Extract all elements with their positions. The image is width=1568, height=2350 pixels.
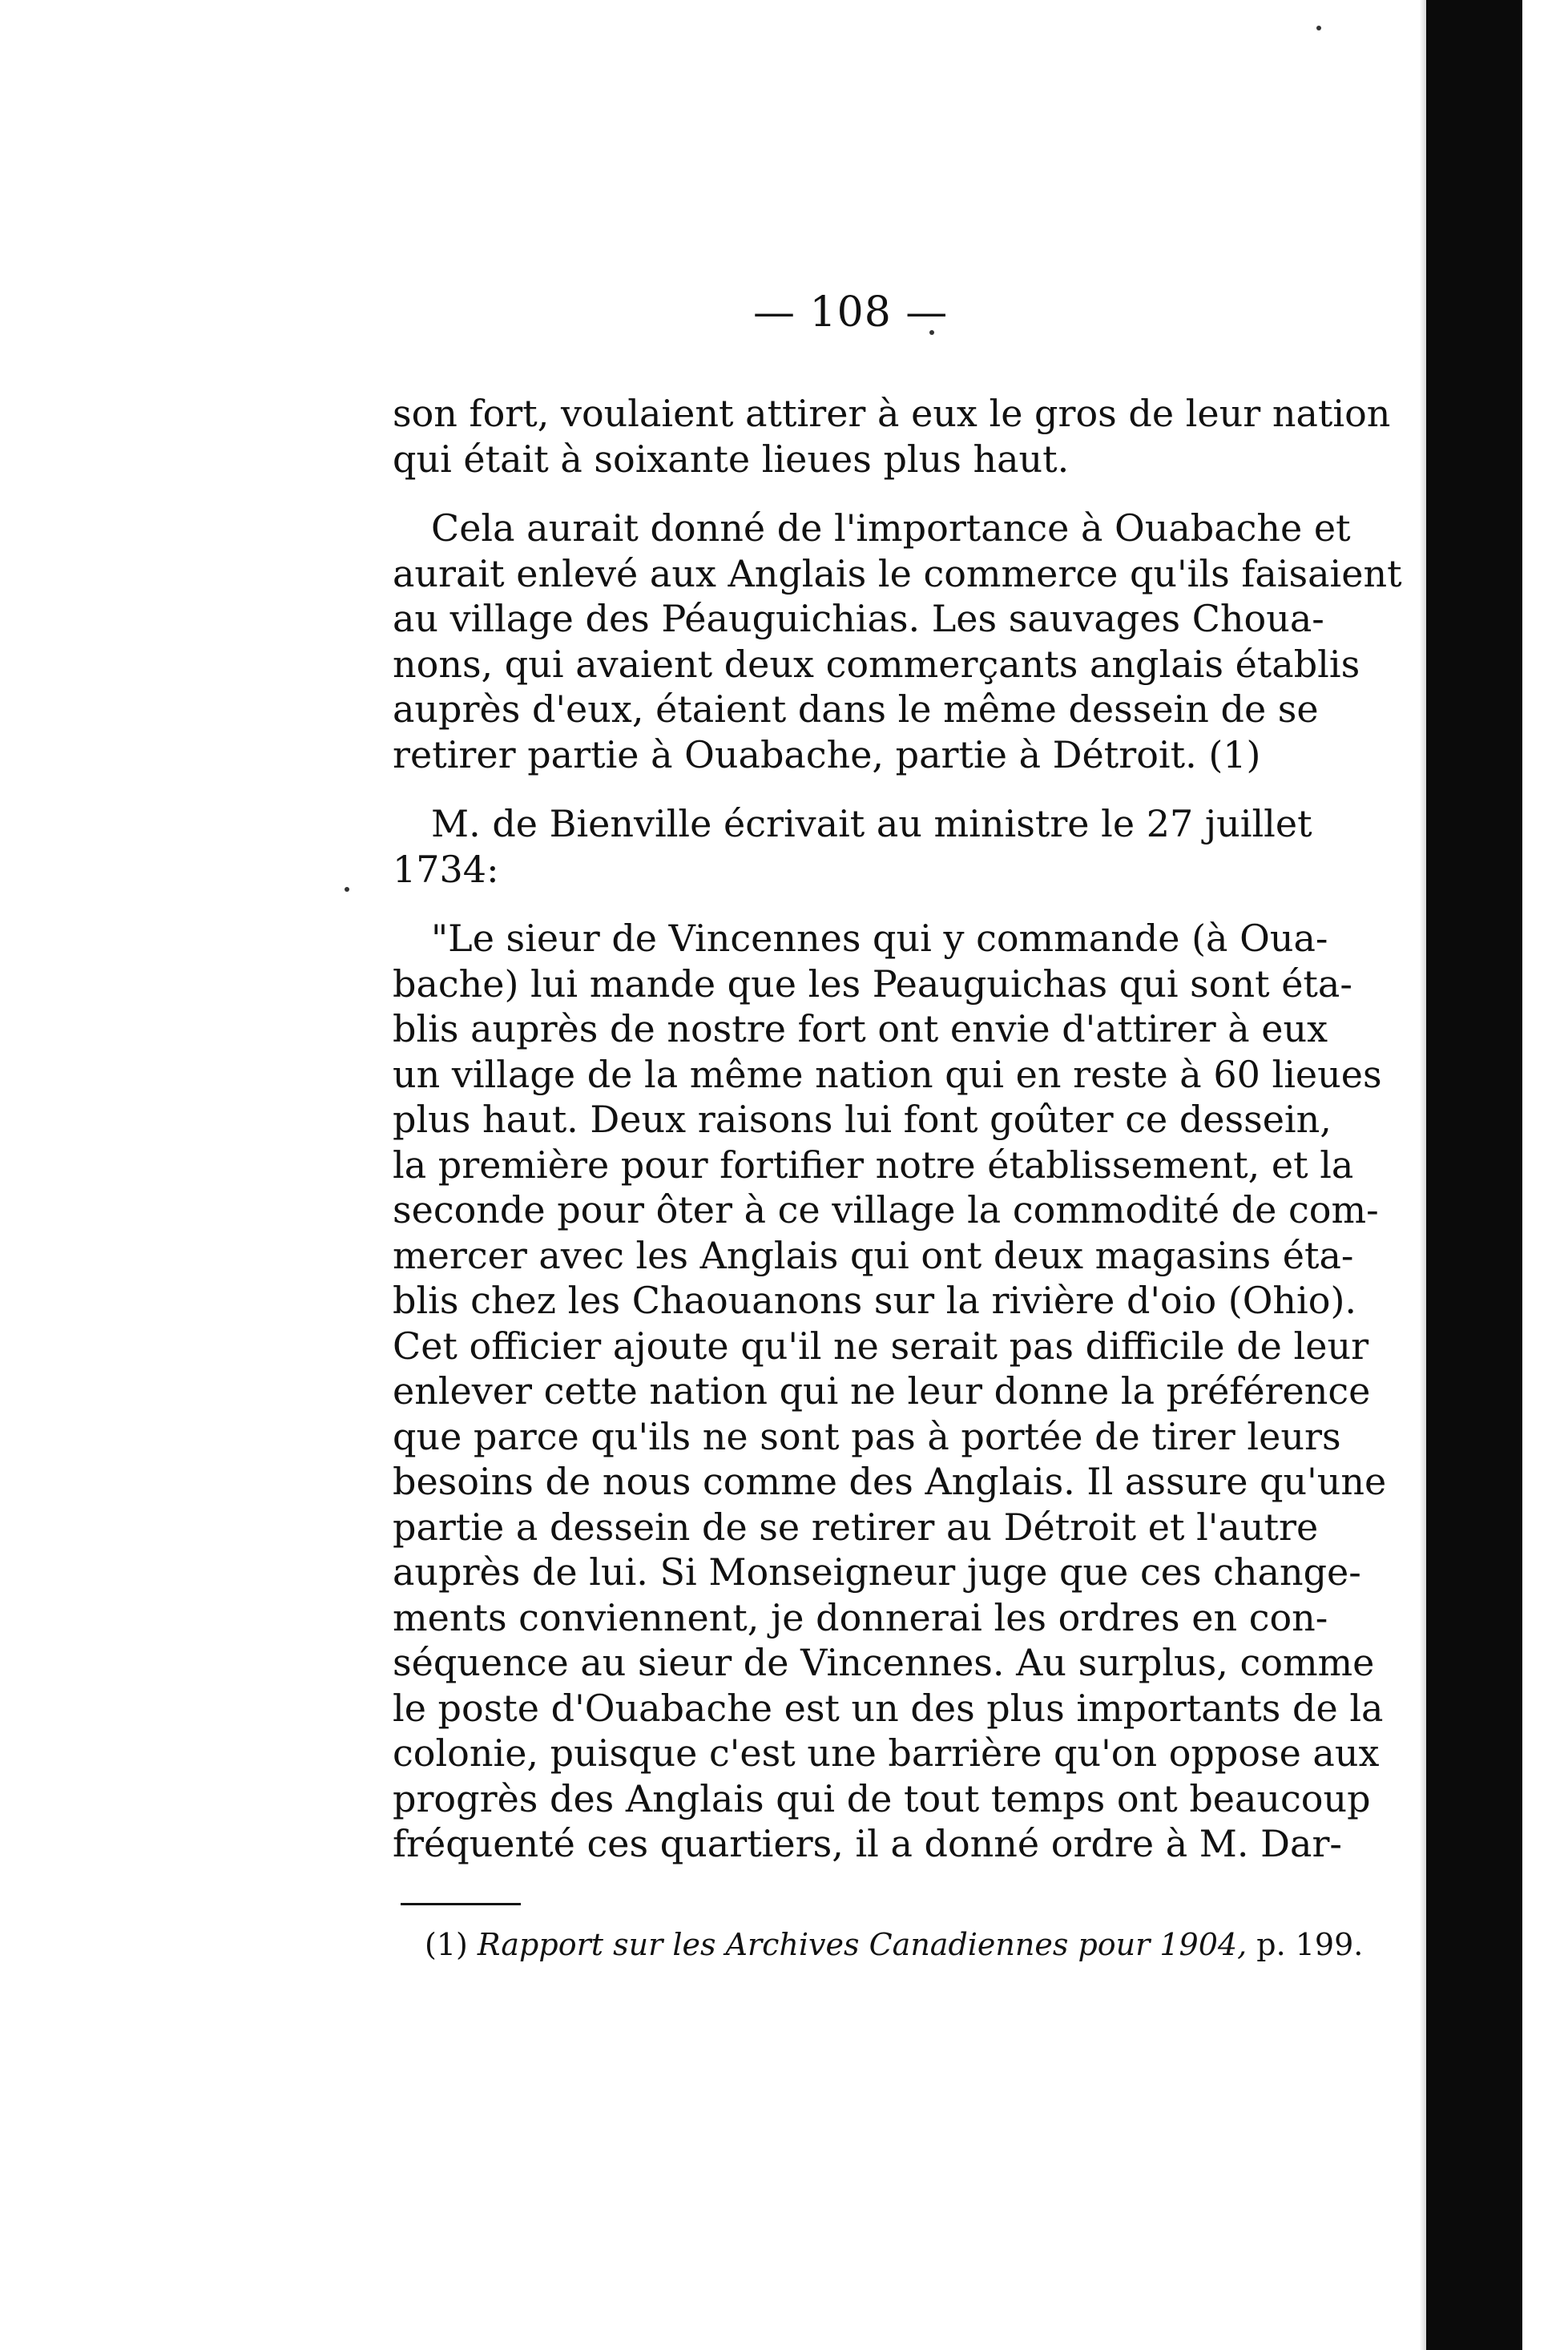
footnote-marker: (1) (425, 1927, 468, 1962)
text-line: partie a dessein de se retirer au Détroit et l'autre (393, 1505, 1319, 1549)
text-line: blis auprès de nostre fort ont envie d'attirer à eux (393, 1007, 1328, 1050)
footnote-page-ref: p. 199. (1256, 1927, 1364, 1962)
text-line: auprès de lui. Si Monseigneur juge que ces change- (393, 1550, 1361, 1594)
text-line: la première pour fortifier notre établissement, et la (393, 1143, 1354, 1187)
paragraph-gap (393, 892, 1290, 916)
text-line: bache) lui mande que les Peauguichas qui sont éta- (393, 961, 1352, 1006)
text-line: mercer avec les Anglais qui ont deux magasins éta- (393, 1233, 1354, 1277)
text-line: séquence au sieur de Vincennes. Au surplus, comme (393, 1641, 1375, 1684)
text-line: un village de la même nation qui en reste à 60 lieues (393, 1052, 1382, 1096)
text-line: M. de Bienville écrivait au ministre le 27 juillet (431, 802, 1312, 845)
text-line: son fort, voulaient attirer à eux le gros de leur nation (393, 392, 1391, 435)
text-line: Cela aurait donné de l'importance à Ouabache et (431, 506, 1351, 550)
text-line: fréquenté ces quartiers, il a donné ordre à M. Dar- (393, 1822, 1342, 1865)
paragraph-gap (393, 777, 1290, 801)
text-line: enlever cette nation qui ne leur donne la préférence (393, 1369, 1371, 1413)
text-line: qui était à soixante lieues plus haut. (393, 437, 1070, 481)
text-line: blis chez les Chaouanons sur la rivière d'oio (Ohio). (393, 1279, 1357, 1322)
text-line: Cet officier ajoute qu'il ne serait pas difficile de leur (393, 1324, 1369, 1368)
text-line: plus haut. Deux raisons lui font goûter ce dessein, (393, 1098, 1332, 1141)
speck (1316, 26, 1321, 30)
text-line: que parce qu'ils ne sont pas à portée de tirer leurs (393, 1414, 1341, 1458)
footnote-rule (401, 1903, 521, 1905)
book-spine-edge (1426, 0, 1522, 2350)
footnote-title: Rapport sur les Archives Canadiennes pour 1904, (477, 1927, 1248, 1962)
text-line: auprès d'eux, étaient dans le même dessein de se (393, 687, 1319, 731)
text-line: au village des Péauguichias. Les sauvages Choua- (393, 597, 1324, 640)
text-line: "Le sieur de Vincennes qui y commande (à Oua- (431, 917, 1328, 960)
text-line: seconde pour ôter à ce village la commodité de com- (393, 1188, 1379, 1231)
text-line: 1734: (393, 847, 499, 891)
footnote (425, 1927, 1364, 1962)
text-line: besoins de nous comme des Anglais. Il assure qu'une (393, 1460, 1387, 1503)
text-line: retirer partie à Ouabache, partie à Détroit. (1) (393, 732, 1261, 776)
text-line: colonie, puisque c'est une barrière qu'on oppose aux (393, 1731, 1380, 1775)
text-line: ments conviennent, je donnerai les ordres en con- (393, 1595, 1328, 1639)
body-text (393, 391, 1402, 1867)
page-number-header: — 108 — (753, 288, 949, 337)
speck (345, 887, 349, 892)
text-line: aurait enlevé aux Anglais le commerce qu'ils faisaient (393, 551, 1402, 595)
text-line: nons, qui avaient deux commerçants anglais établis (393, 642, 1360, 686)
text-line: le poste d'Ouabache est un des plus importants de la (393, 1686, 1384, 1730)
paragraph-gap (393, 482, 1290, 506)
text-line: progrès des Anglais qui de tout temps ont beaucoup (393, 1776, 1371, 1820)
